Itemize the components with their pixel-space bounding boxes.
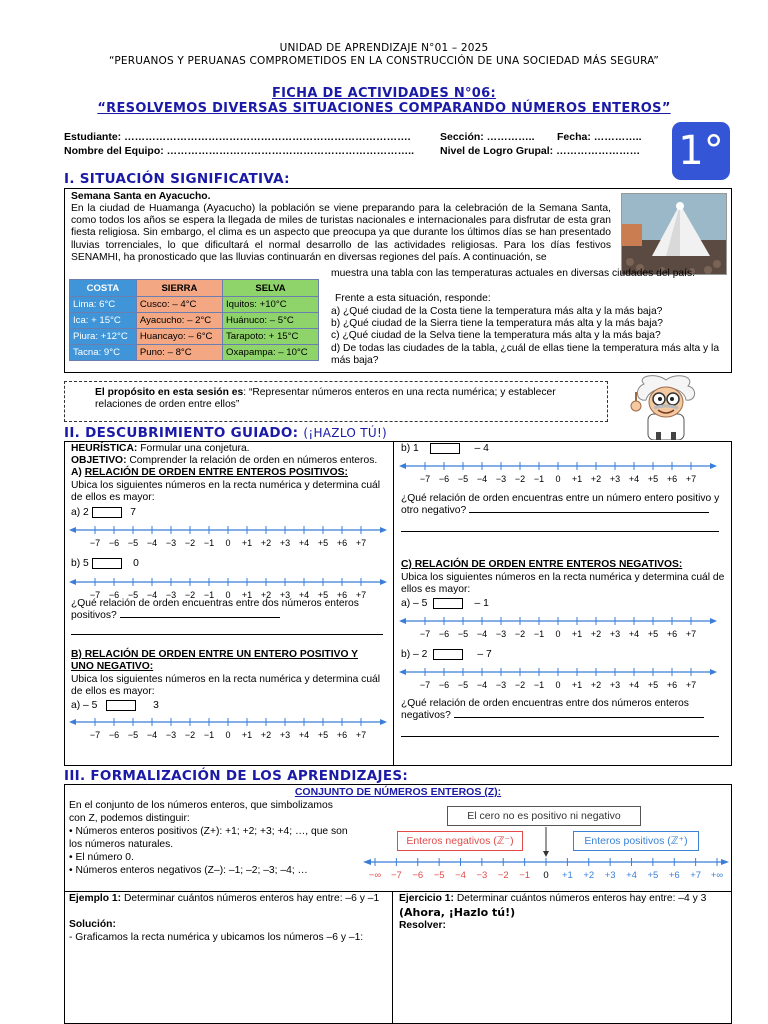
tick-label: +2 [590,680,602,690]
tick-label: +4 [626,870,637,881]
team-field[interactable]: Nombre del Equipo: …………………………………………………………….. [64,145,415,157]
tick-label: +5 [317,538,329,548]
objective-label: OBJETIVO: [71,455,127,466]
item-label: a) 2 [71,507,89,519]
number-line-svg [397,456,719,488]
answer-box[interactable] [106,700,136,711]
tick-label: −1 [203,538,215,548]
bullet-zero: • El número 0. [69,852,134,863]
tick-label: +4 [298,590,310,600]
tick-label: +4 [628,680,640,690]
tick-label: −2 [184,730,196,740]
item-number: – 4 [474,443,489,455]
item-label: b) 1 [401,443,419,455]
ficha-number: FICHA DE ACTIVIDADES N°06: [271,86,496,101]
left-arrow [399,463,406,469]
ficha-title: “RESOLVEMOS DIVERSAS SITUACIONES COMPARANDO NÚMEROS ENTEROS” [97,101,671,116]
answer-line[interactable] [71,634,383,635]
answer-box[interactable] [92,558,122,569]
table-cell: Piura: +12°C [70,329,137,345]
table-cell: Tacna: 9°C [70,345,137,361]
table-cell: Ica: + 15°C [70,313,137,329]
answer-box[interactable] [430,443,460,454]
tick-label: −3 [165,730,177,740]
number-line-b-b [397,456,719,491]
tick-label: −1 [533,474,545,484]
tick-label: −7 [89,730,101,740]
tick-label: +6 [336,538,348,548]
tick-label: −4 [146,730,158,740]
try-it-label: (Ahora, ¡Hazlo tú!) [399,906,516,919]
section2-title [64,425,387,441]
answer-box[interactable] [433,598,463,609]
tick-label: −5 [457,680,469,690]
tick-label: −5 [457,474,469,484]
part-c-instructions: Ubica los siguientes números en la recta numérica y determina cuál de ellos es mayor: [401,572,725,596]
tick-label: −7 [390,870,402,881]
heuristic-text: Formular una conjetura. [137,443,250,454]
tick-label: −2 [514,474,526,484]
tick-label: −1 [533,680,545,690]
resolve-label: Resolver: [399,920,446,931]
item-number: – 7 [477,649,492,661]
item-number: 7 [130,507,136,519]
row-divider [65,891,731,892]
tick-label: +5 [647,870,659,881]
part-a-question [71,598,386,622]
item-label: b) 5 [71,558,89,570]
scientist-illustration [626,374,704,440]
heuristic-label: HEURÍSTICA: [71,443,138,454]
number-line-svg [397,662,719,694]
tick-label: −5 [127,590,139,600]
tick-label: +1 [561,870,573,881]
answer-line[interactable] [120,617,280,618]
table-cell: Puno: – 8°C [136,345,222,361]
guided-box [64,441,732,766]
tick-label: +3 [604,870,616,881]
section2-title-text: II. DESCUBRIMIENTO GUIADO: [64,425,299,441]
answer-line[interactable] [469,512,709,513]
tick-label: −∞ [368,870,382,881]
column-divider [392,891,393,1024]
question-b: b) ¿Qué ciudad de la Sierra tiene la temperatura más alta y la más baja? [331,318,663,330]
formalization-box [64,784,732,1024]
item-number: 3 [153,700,159,712]
tick-label: +5 [317,590,329,600]
tick-label: +2 [260,730,272,740]
tick-label: −5 [433,870,445,881]
number-line-c-b [397,662,719,697]
tick-label: +2 [583,870,595,881]
tick-label: +6 [666,629,678,639]
tick-label: +2 [590,474,602,484]
student-field[interactable]: Estudiante: ………………………………………………………………………. [64,131,411,143]
story-text: En la ciudad de Huamanga (Ayacucho) la población se viene preparando para la celebración de la Semana Santa, como todos los años se espera la llegada de miles de turistas nacionales e internacionales para disfrutar de esta gran fiesta religiosa. Sin embargo, el clima es un aspecto que preocupa ya que durante los últimos días se han presentado lluvias torrenciales, lo que dificultará el normal desarrollo de las actividades religiosas. Para los días festivos SENAMHI, ha pronosticado que las lluvias continuarán en diversas regiones del país. A continuación, se [71,203,611,263]
answer-box[interactable] [92,507,122,518]
heuristic-line [71,443,250,455]
answer-line[interactable] [454,717,704,718]
right-arrow [380,719,387,725]
question-text: ¿Qué relación de orden encuentras entre dos números enteros negativos? [401,698,689,722]
respond-prompt: Frente a esta situación, responde: [335,293,491,304]
tick-label: −2 [514,680,526,690]
part-b-title: B) RELACIÓN DE ORDEN ENTRE UN ENTERO POSITIVO Y UNO NEGATIVO: [71,649,359,673]
tick-label: −3 [165,590,177,600]
tick-label: +1 [241,590,253,600]
header-selva: SELVA [223,280,319,297]
tick-label: +∞ [710,870,724,881]
part-a-instructions: Ubica los siguientes números en la recta numérica y determina cuál de ellos es mayor: [71,480,381,504]
tick-label: +7 [355,730,367,740]
answer-box[interactable] [433,649,463,660]
answer-line[interactable] [401,531,719,532]
unit-motto: “PERUANOS Y PERUANAS COMPROMETIDOS EN LA CONSTRUCCIÓN DE UNA SOCIEDAD MÁS SEGURA” [109,55,659,67]
number-line-svg [67,712,389,744]
purpose-label: El propósito en esta sesión es [95,387,244,398]
exercise-text: Determinar cuántos números enteros hay entre: –4 y 3 [453,893,707,904]
tick-label: −7 [419,474,431,484]
bullet-positive: • Números enteros positivos (Z+): +1; +2; +3; +4; …, que son los números naturales. [69,826,348,850]
table-cell: Ayacucho: – 2°C [136,313,222,329]
section3-title: III. FORMALIZACIÓN DE LOS APRENDIZAJES: [64,768,409,784]
tick-label: −6 [438,629,450,639]
item-label: a) – 5 [401,598,428,610]
objective-line [71,455,377,467]
left-arrow [69,719,76,725]
tick-label: +2 [260,538,272,548]
table-cell: Lima: 6°C [70,297,137,313]
tick-label: −4 [476,629,488,639]
tick-label: +1 [571,474,583,484]
tick-label: +3 [609,680,621,690]
tick-label: −7 [89,590,101,600]
table-cell: Iquitos: +10°C [223,297,319,313]
part-a-item-b [71,558,139,570]
tick-label: −4 [455,870,466,881]
tick-label: +3 [279,590,291,600]
part-a-heading: RELACIÓN DE ORDEN ENTRE ENTEROS POSITIVOS: [84,467,348,478]
tick-label: +3 [279,538,291,548]
part-b-question [401,493,721,517]
question-text: ¿Qué relación de orden encuentras entre un número entero positivo y otro negativo? [401,493,720,517]
column-divider [393,442,394,765]
tick-label: −2 [497,870,509,881]
tick-label: +3 [609,629,621,639]
part-c-item-a [401,598,489,610]
tick-label: +1 [571,629,583,639]
date-field[interactable]: Fecha: ………….. [557,131,642,143]
section2-subtitle: (¡HAZLO TÚ!) [303,426,388,440]
right-arrow [710,463,717,469]
tick-label: −7 [89,538,101,548]
tick-label: 0 [225,730,231,740]
item-label: b) – 2 [401,649,428,661]
tick-label: 0 [555,680,561,690]
example-label: Ejemplo 1: [69,893,122,904]
tick-label: +5 [317,730,329,740]
tick-label: −7 [419,680,431,690]
question-a: a) ¿Qué ciudad de la Costa tiene la temperatura más alta y la más baja? [331,306,663,317]
tick-label: −6 [108,590,120,600]
tick-label: +1 [571,680,583,690]
tick-label: −3 [495,680,507,690]
story-title: Semana Santa en Ayacucho. [71,191,211,202]
item-number: – 1 [474,598,489,610]
question-c: c) ¿Qué ciudad de la Selva tiene la temperatura más alta y la más baja? [331,330,661,342]
tick-label: +6 [666,680,678,690]
table-cell: Tarapoto: + 15°C [223,329,319,345]
left-arrow [69,527,76,533]
part-b-item-a [71,700,159,712]
integers-number-line [361,825,731,885]
cathedral-photo [621,193,727,275]
question-d: d) De todas las ciudades de la tabla, ¿cuál de ellas tiene la temperatura más alta y la más baja? [331,342,720,366]
tick-label: −3 [165,538,177,548]
tick-label: −4 [146,538,158,548]
tick-label: −3 [476,870,488,881]
integers-line-svg [361,825,731,885]
left-arrow [69,579,76,585]
tick-label: −6 [108,730,120,740]
tick-label: +2 [590,629,602,639]
tick-label: +4 [298,538,310,548]
tick-label: +2 [260,590,272,600]
header-costa: COSTA [70,280,137,297]
part-c-item-b [401,649,492,661]
tick-label: −1 [519,870,531,881]
tick-label: −1 [203,730,215,740]
table-cell: Cusco: – 4°C [136,297,222,313]
tick-label: +5 [647,474,659,484]
question-list [331,306,726,367]
tick-label: +6 [336,730,348,740]
left-arrow [363,859,371,865]
part-b-instructions: Ubica los siguientes números en la recta numérica y determina cuál de ellos es mayor: [71,674,381,698]
tick-label: +7 [685,474,697,484]
tick-label: +3 [279,730,291,740]
tick-label: −5 [457,629,469,639]
situation-box [64,188,732,373]
number-line-svg [397,611,719,643]
number-line-b-a [67,712,389,747]
tick-label: −2 [184,538,196,548]
tick-label: +4 [298,730,310,740]
tick-label: −3 [495,474,507,484]
intro-text: En el conjunto de los números enteros, que simbolizamos con Z, podemos distinguir: [69,800,333,824]
right-arrow [710,618,717,624]
section-field[interactable]: Sección: ………….. [440,131,535,143]
tick-label: +7 [685,680,697,690]
number-line-c-a [397,611,719,646]
tick-label: −4 [476,474,488,484]
tick-label: +4 [628,474,640,484]
example-1 [69,893,387,905]
purpose-body: : “Representar números enteros en una recta numérica; y establecer relaciones de orden entre ellos” [95,387,556,411]
tick-label: +5 [647,680,659,690]
table-cell: Huancayo: – 6°C [136,329,222,345]
number-line-svg [67,520,389,552]
tick-label: 0 [225,538,231,548]
tick-label: −4 [476,680,488,690]
grade-badge: 1° [672,122,730,180]
part-a-prefix: A) [71,467,85,478]
tick-label: −1 [533,629,545,639]
left-arrow [399,669,406,675]
tick-label: 0 [555,474,561,484]
part-c-question [401,698,726,722]
right-arrow [380,579,387,585]
tick-label: +1 [241,538,253,548]
item-label: a) – 5 [71,700,98,712]
purpose-box [64,381,608,422]
tick-label: −6 [412,870,424,881]
integers-explanation [69,799,349,877]
integers-set-title: CONJUNTO DE NÚMEROS ENTEROS (Z): [294,786,502,798]
zero-note: El cero no es positivo ni negativo [447,806,641,826]
table-cell: Oxapampa: – 10°C [223,345,319,361]
exercise-label: Ejercicio 1: [399,893,454,904]
tick-label: +1 [241,730,253,740]
solution-step: - Graficamos la recta numérica y ubicamos los números –6 y –1: [69,932,364,943]
part-a-item-a [71,507,136,519]
tick-label: −6 [438,680,450,690]
tick-label: +6 [336,590,348,600]
tick-label: +7 [355,590,367,600]
bullet-negative: • Números enteros negativos (Z–): –1; –2; –3; –4; … [69,865,308,876]
story-continuation: muestra una tabla con las temperaturas actuales en diversas ciudades del país. [331,268,696,279]
tick-label: 0 [555,629,561,639]
right-arrow [710,669,717,675]
objective-text: Comprender la relación de orden en números enteros. [126,455,378,466]
tick-label: +7 [690,870,702,881]
tick-label: +7 [685,629,697,639]
item-number: 0 [133,558,139,570]
exercise-1 [399,893,729,905]
tick-label: +4 [628,629,640,639]
tick-label: 0 [543,870,549,881]
tick-label: −1 [203,590,215,600]
resolve-area[interactable] [399,935,725,1021]
temperature-table [69,279,319,361]
header-sierra: SIERRA [136,280,222,297]
tick-label: −6 [438,474,450,484]
tick-label: 0 [225,590,231,600]
zero-pointer-head [543,851,549,857]
tick-label: −2 [184,590,196,600]
positive-integers-label: Enteros positivos (ℤ⁺) [573,831,699,851]
question-text: ¿Qué relación de orden encuentras entre dos números enteros positivos? [71,598,359,622]
achievement-field[interactable]: Nivel de Logro Grupal: …………………… [440,145,641,157]
tick-label: −6 [108,538,120,548]
right-arrow [721,859,729,865]
tick-label: +7 [355,538,367,548]
tick-label: −5 [127,730,139,740]
section1-title: I. SITUACIÓN SIGNIFICATIVA: [64,171,290,187]
negative-integers-label: Enteros negativos (ℤ⁻) [397,831,523,851]
number-line-a-a [67,520,389,555]
example-text: Determinar cuántos números enteros hay entre: –6 y –1 [121,893,380,904]
right-arrow [380,527,387,533]
answer-line[interactable] [401,736,719,737]
tick-label: −7 [419,629,431,639]
table-cell: Huánuco: – 5°C [223,313,319,329]
purpose-text [95,387,595,411]
unit-header: UNIDAD DE APRENDIZAJE N°01 – 2025 [279,42,489,54]
tick-label: +3 [609,474,621,484]
left-arrow [399,618,406,624]
tick-label: +6 [666,474,678,484]
solution-label: Solución: [69,919,116,930]
tick-label: −5 [127,538,139,548]
part-c-title: C) RELACIÓN DE ORDEN ENTRE ENTEROS NEGATIVOS: [401,559,683,570]
part-a-title [71,467,348,479]
tick-label: +6 [668,870,680,881]
tick-label: +5 [647,629,659,639]
tick-label: −2 [514,629,526,639]
tick-label: −4 [146,590,158,600]
part-b-item-b [401,443,489,455]
tick-label: −3 [495,629,507,639]
